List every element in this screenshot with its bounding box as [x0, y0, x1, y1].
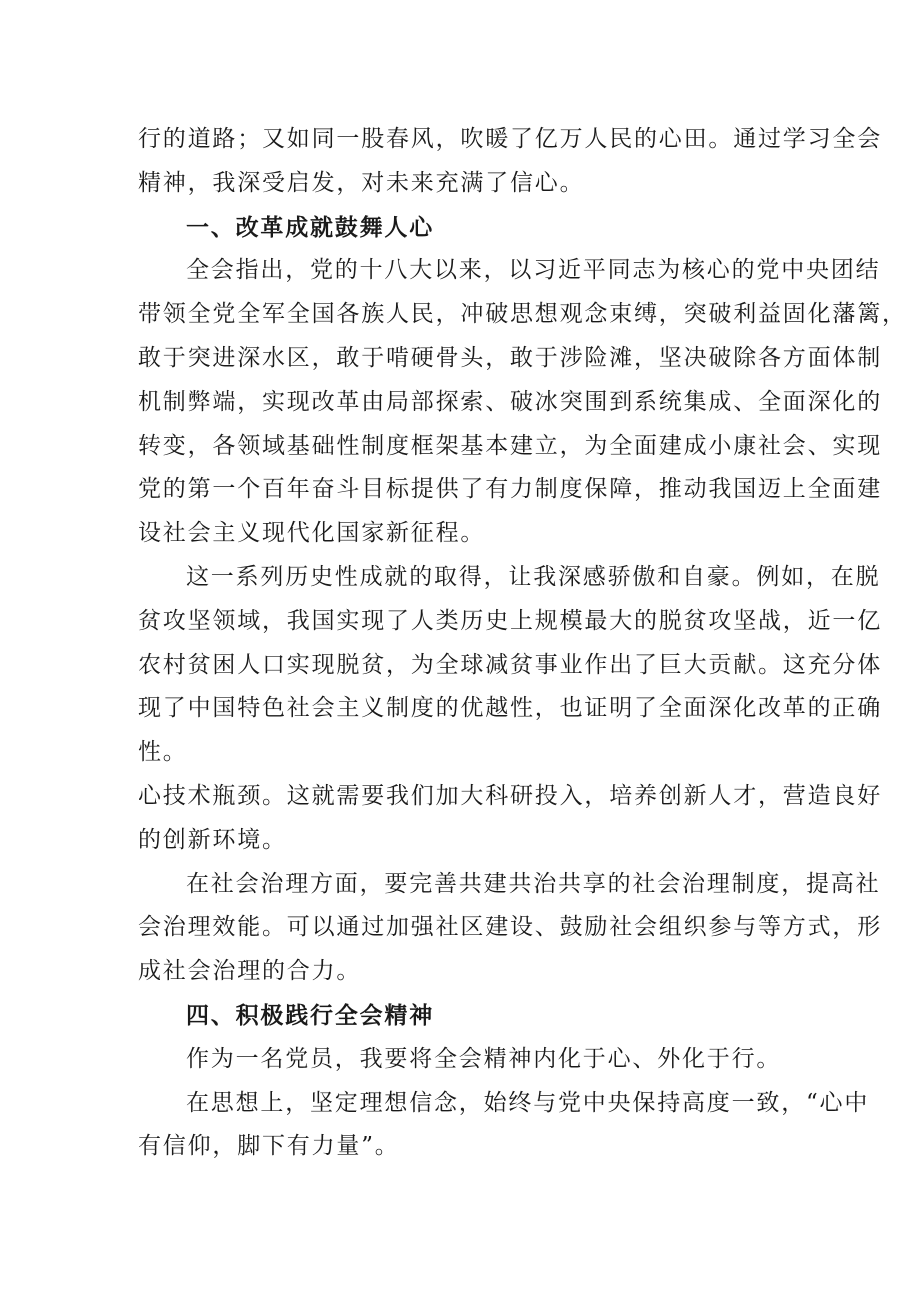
paragraph-line: 设社会主义现代化国家新征程。 — [138, 520, 486, 547]
section-heading: 一、改革成就鼓舞人心 — [186, 213, 434, 241]
paragraph-line: 行的道路；又如同一股春风，吹暖了亿万人民的心田。通过学习全会 — [138, 126, 882, 152]
paragraph-line: 现了中国特色社会主义制度的优越性，也证明了全面深化改革的正确 — [138, 695, 882, 722]
paragraph-line: 作为一名党员，我要将全会精神内化于心、外化于行。 — [186, 1045, 782, 1072]
paragraph-line: 全会指出，党的十八大以来，以习近平同志为核心的党中央团结 — [186, 257, 881, 284]
paragraph-line: 转变，各领域基础性制度框架基本建立，为全面建成小康社会、实现 — [138, 432, 882, 459]
paragraph-line: 带领全党全军全国各族人民，冲破思想观念束缚，突破利益固化藩篱， — [138, 301, 907, 328]
paragraph-line: 性。 — [138, 739, 188, 766]
paragraph-line: 这一系列历史性成就的取得，让我深感骄傲和自豪。例如，在脱 — [186, 563, 881, 590]
paragraph-line: 成社会治理的合力。 — [138, 958, 362, 985]
paragraph-line: 有信仰，脚下有力量”。 — [138, 1133, 400, 1160]
section-heading: 四、积极践行全会精神 — [186, 1001, 434, 1029]
document-page — [138, 118, 907, 1169]
paragraph-line: 精神，我深受启发，对未来充满了信心。 — [138, 169, 585, 196]
paragraph-line: 在社会治理方面，要完善共建共治共享的社会治理制度，提高社 — [186, 870, 881, 897]
paragraph-line: 在思想上，坚定理想信念，始终与党中央保持高度一致，“心中 — [186, 1089, 870, 1116]
paragraph-line: 党的第一个百年奋斗目标提供了有力制度保障，推动我国迈上全面建 — [138, 476, 882, 503]
paragraph-line: 机制弊端，实现改革由局部探索、破冰突围到系统集成、全面深化的 — [138, 388, 882, 415]
paragraph-line: 心技术瓶颈。这就需要我们加大科研投入，培养创新人才，营造良好 — [138, 782, 882, 809]
paragraph-line: 的创新环境。 — [138, 826, 287, 853]
paragraph-line: 敢于突进深水区，敢于啃硬骨头，敢于涉险滩，坚决破除各方面体制 — [138, 344, 882, 371]
paragraph-line: 农村贫困人口实现脱贫，为全球减贫事业作出了巨大贡献。这充分体 — [138, 651, 882, 678]
paragraph-line: 会治理效能。可以通过加强社区建设、鼓励社会组织参与等方式，形 — [138, 914, 882, 941]
paragraph-line: 贫攻坚领域，我国实现了人类历史上规模最大的脱贫攻坚战，近一亿 — [138, 607, 882, 634]
